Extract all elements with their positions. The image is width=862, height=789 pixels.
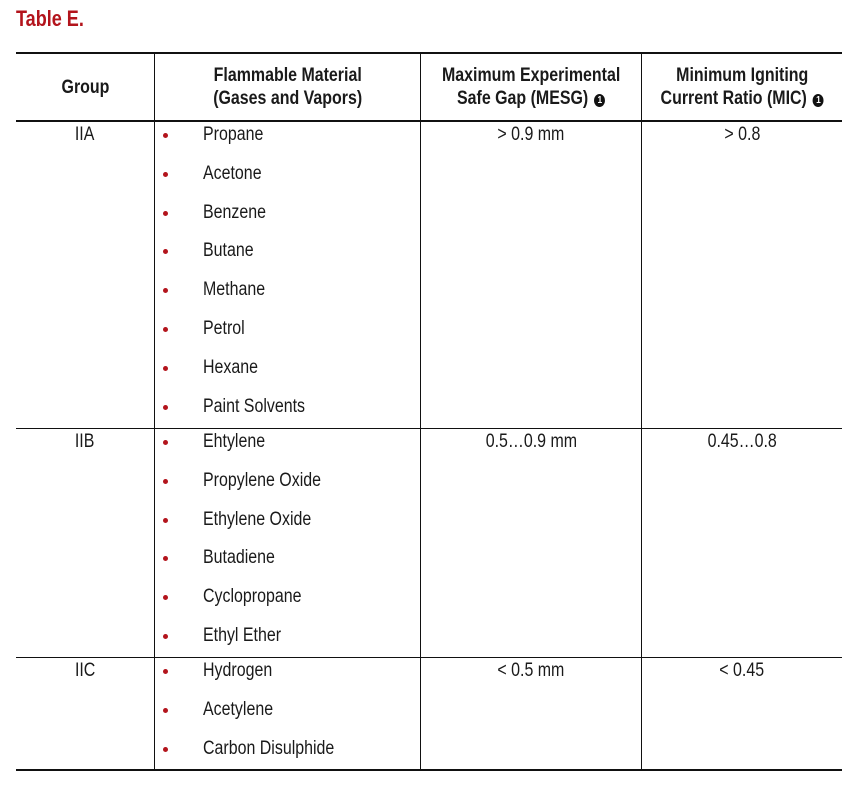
mesg-cell (421, 660, 641, 682)
material-item-text: Acetone (203, 162, 262, 184)
header-mic-line2: Current Ratio (MIC) (660, 88, 807, 109)
material-item (203, 124, 275, 146)
footnote-marker-icon: 1 (813, 94, 824, 107)
bullet-icon (163, 669, 168, 674)
bullet-icon (163, 172, 168, 177)
header-group-label: Group (61, 76, 109, 98)
bullet-icon (163, 133, 168, 138)
mic-cell-text: > 0.8 (724, 124, 760, 145)
mic-cell-text: < 0.45 (719, 660, 765, 681)
material-item-text: Propane (203, 124, 264, 145)
header-material-line1: Flammable Material (213, 65, 362, 86)
header-mesg (421, 56, 641, 118)
material-item (203, 163, 273, 185)
bullet-icon (163, 288, 168, 293)
bullet-icon (163, 595, 168, 600)
group-cell (16, 660, 154, 682)
mesg-cell-text: < 0.5 mm (497, 660, 565, 681)
group-cell-text: IIB (75, 431, 95, 452)
mic-cell (642, 124, 842, 146)
header-mesg-line2: Safe Gap (MESG) (456, 88, 589, 109)
bullet-icon (163, 366, 168, 371)
table-top-rule (16, 52, 842, 54)
material-item-text: Ethylene Oxide (203, 508, 312, 530)
footnote-marker-icon: 1 (594, 94, 605, 107)
material-item (203, 202, 278, 224)
material-item (203, 738, 359, 760)
header-group (16, 56, 154, 118)
material-item-text: Propylene Oxide (203, 469, 321, 491)
material-item-text: Ethyl Ether (203, 625, 282, 646)
material-item (203, 509, 332, 531)
group-cell (16, 431, 154, 453)
mic-cell (642, 431, 842, 453)
mesg-cell-text: 0.5…0.9 mm (485, 431, 577, 452)
table-title: Table E. (16, 6, 84, 31)
bullet-icon (163, 479, 168, 484)
material-item-text: Hexane (203, 356, 259, 378)
group-cell-text: IIC (74, 660, 96, 681)
material-item (203, 586, 320, 608)
material-item (203, 396, 324, 418)
material-item-text: Carbon Disulphide (203, 737, 335, 759)
material-item (203, 699, 286, 721)
row-divider (16, 657, 842, 658)
material-item (203, 431, 277, 453)
header-bottom-rule (16, 120, 842, 122)
mesg-cell (421, 431, 641, 453)
bullet-icon (163, 249, 168, 254)
bullet-icon (163, 518, 168, 523)
mesg-cell-text: > 0.9 mm (497, 124, 565, 145)
material-item (203, 547, 289, 569)
header-mic-line1: Minimum Igniting (675, 65, 809, 86)
material-item-text: Acetylene (203, 698, 274, 720)
material-item-text: Butane (203, 240, 254, 262)
bullet-icon (163, 440, 168, 445)
mic-cell (642, 660, 842, 682)
bullet-icon (163, 556, 168, 561)
material-item-text: Cyclopropane (203, 586, 302, 608)
mesg-cell (421, 124, 641, 146)
header-mic (642, 56, 842, 118)
header-material (155, 56, 420, 118)
material-item-text: Methane (203, 279, 266, 301)
bullet-icon (163, 327, 168, 332)
bullet-icon (163, 211, 168, 216)
material-item (203, 660, 285, 682)
material-item (203, 318, 253, 340)
group-cell-text: IIA (75, 124, 95, 145)
material-item-text: Hydrogen (203, 660, 273, 681)
bullet-icon (163, 708, 168, 713)
table-bottom-rule (16, 769, 842, 771)
material-item-text: Benzene (203, 201, 267, 223)
mic-cell-text: 0.45…0.8 (707, 431, 777, 452)
material-item (203, 240, 263, 262)
material-item (203, 357, 269, 379)
bullet-icon (163, 747, 168, 752)
material-item (203, 470, 343, 492)
header-mesg-line1: Maximum Experimental (441, 65, 621, 86)
material-item (203, 625, 296, 647)
header-material-line2: (Gases and Vapors) (212, 88, 363, 109)
material-item-text: Butadiene (203, 547, 275, 569)
bullet-icon (163, 634, 168, 639)
column-divider (154, 54, 155, 770)
material-item-text: Ehtylene (203, 431, 266, 452)
material-item-text: Paint Solvents (203, 395, 306, 417)
material-item-text: Petrol (203, 318, 245, 339)
group-cell (16, 124, 154, 146)
row-divider (16, 428, 842, 429)
bullet-icon (163, 405, 168, 410)
material-item (203, 279, 277, 301)
